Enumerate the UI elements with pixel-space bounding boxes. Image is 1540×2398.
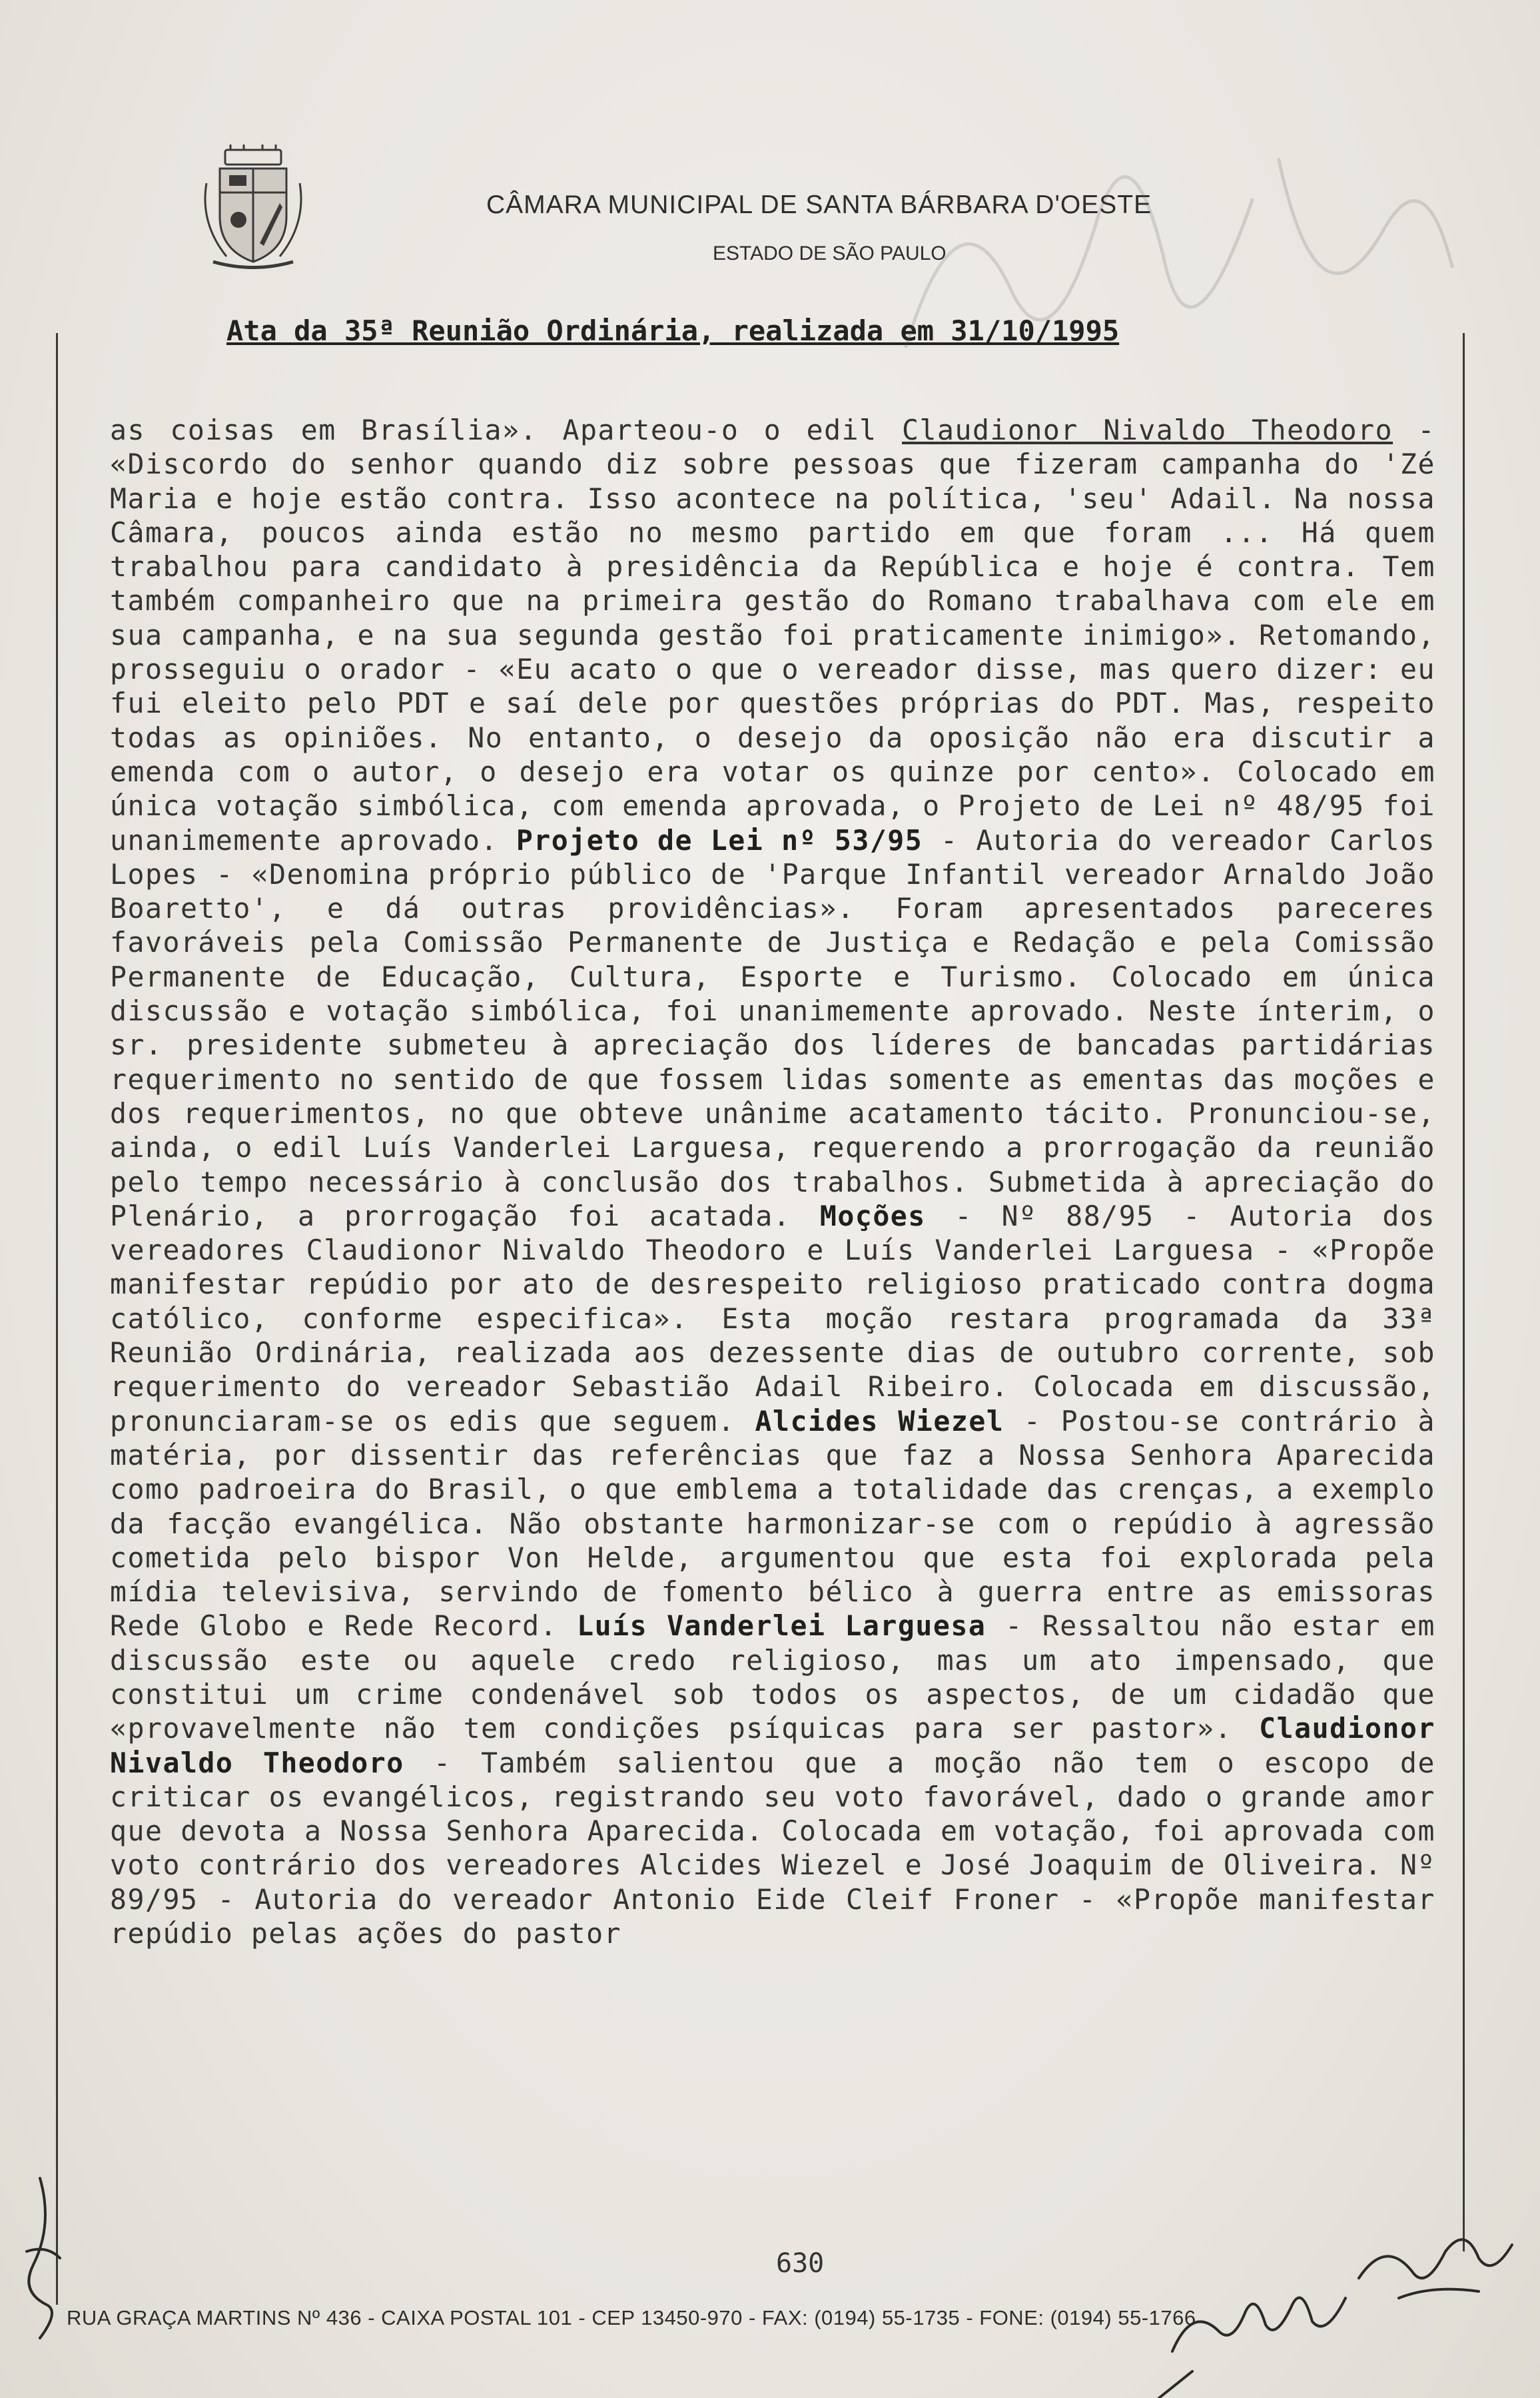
state-name: ESTADO DE SÃO PAULO [713, 242, 947, 264]
body-paragraph [110, 413, 1435, 1950]
page-number: 630 [776, 2248, 825, 2279]
footer-address: RUA GRAÇA MARTINS Nº 436 - CAIXA POSTAL 101 - CEP 13450-970 - FAX: (0194) 55-1735 - FONE: (0194) 55-1766 [67, 2306, 1196, 2329]
coat-of-arms-icon [200, 143, 306, 270]
body-text-run: - Postou-se contrário à matéria, por dissentir das referências que faz a Nossa Senhora Aparecida como padroeira do Brasil, o que emblema a totalidade das crenças, a exemplo da facção evangélica. Não obstante harmonizar-se com o repúdio à agressão cometida pelo bispor Von Helde, argumentou que esta foi explorada pela mídia televisiva, servindo de fomento bélico à guerra entre as emissoras Rede Globo e Rede Record. [110, 1404, 1436, 1643]
bold-heading: Alcides Wiezel [755, 1404, 1004, 1437]
body-text-run: - «Discordo do senhor quando diz sobre pessoas que fizeram campanha do 'Zé Maria e hoje estão contra. Isso acontece na política, 'seu' Adail. Na nossa Câmara, poucos ainda estão no mesmo partido em que foram ... Há quem trabalhou para candidato à presidência da República e hoje é contra. Tem também companheiro que na primeira gestão do Romano trabalhava com ele em sua campanha, e na sua segunda gestão foi praticamente inimigo». Retomando, prosseguiu o orador - «Eu acato o que o vereador disse, mas quero dizer: eu fui eleito pelo PDT e saí dele por questões próprias do PDT. Mas, respeito todas as opiniões. No entanto, o desejo da oposição não era discutir a emenda com o autor, o desejo era votar os quinze por cento». Colocado em única votação simbólica, com emenda aprovada, o Projeto de Lei nº 48/95 foi unanimemente aprovado. [110, 414, 1435, 857]
bold-heading: Projeto de Lei nº 53/95 [516, 823, 923, 857]
body-text-run: - Também salientou que a moção não tem o escopo de criticar os evangélicos, registrando seu voto favorável, dado o grande amor que devota a Nossa Senhora Aparecida. Colocada em votação, foi aprovada com voto contrário dos vereadores Alcides Wiezel e José Joaquim de Oliveira. Nº 89/95 - Autoria do vereador Antonio Eide Cleif Froner - «Propõe manifestar repúdio pelas ações do pastor [110, 1746, 1435, 1950]
bold-heading: Claudionor Nivaldo Theodoro [110, 1712, 1435, 1779]
body-text-run: - Ressaltou não estar em discussão este ou aquele credo religioso, mas um ato impensado, que constitui um crime condenável sob todos os aspectos, de um cidadão que «provavelmente não tem condições psíquicas para ser pastor». [110, 1609, 1435, 1745]
handwritten-signature-icon [1132, 2198, 1532, 2398]
body-text-run: as coisas em Brasília». Aparteou-o o edil [110, 414, 903, 446]
minutes-body [110, 413, 1435, 1950]
institution-name: CÂMARA MUNICIPAL DE SANTA BÁRBARA D'OESTE [486, 191, 1152, 219]
faint-signature-watermark [879, 93, 1479, 466]
bold-heading: Moções [819, 1199, 926, 1232]
bold-heading: Luís Vanderlei Larguesa [577, 1609, 986, 1643]
left-margin-rule [56, 333, 58, 2305]
body-text-run: - Autoria do vereador Carlos Lopes - «Denomina próprio público de 'Parque Infantil vereador Arnaldo João Boaretto', e dá outras providências». Foram apresentados pareceres favoráveis pela Comissão Permanente de Justiça e Redação e pela Comissão Permanente de Educação, Cultura, Esporte e Turismo. Colocado em única discussão e votação simbólica, foi unanimemente aprovado. Neste ínterim, o sr. presidente submeteu à apreciação dos líderes de bancadas partidárias requerimento no sentido de que fossem lidas somente as ementas das moções e dos requerimentos, no que obteve unânime acatamento tácito. Pronunciou-se, ainda, o edil Luís Vanderlei Larguesa, requerendo a prorrogação da reunião pelo tempo necessário à conclusão dos trabalhos. Submetida à apreciação do Plenário, a prorrogação foi acatada. [110, 823, 1435, 1232]
underlined-name: Claudionor Nivaldo Theodoro [902, 414, 1393, 446]
minutes-title: Ata da 35ª Reunião Ordinária, realizada em 31/10/1995 [226, 314, 1120, 347]
margin-initials-icon [13, 2172, 73, 2345]
right-margin-rule [1463, 333, 1465, 2251]
body-text-run: - Nº 88/95 - Autoria dos vereadores Claudionor Nivaldo Theodoro e Luís Vanderlei Larguesa - «Propõe manifestar repúdio por ato de desrespeito religioso praticado contra dogma católico, conforme especifica». Esta moção restara programada da 33ª Reunião Ordinária, realizada aos dezessente dias de outubro corrente, sob requerimento do vereador Sebastião Adail Ribeiro. Colocada em discussão, pronunciaram-se os edis que seguem. [110, 1199, 1435, 1437]
